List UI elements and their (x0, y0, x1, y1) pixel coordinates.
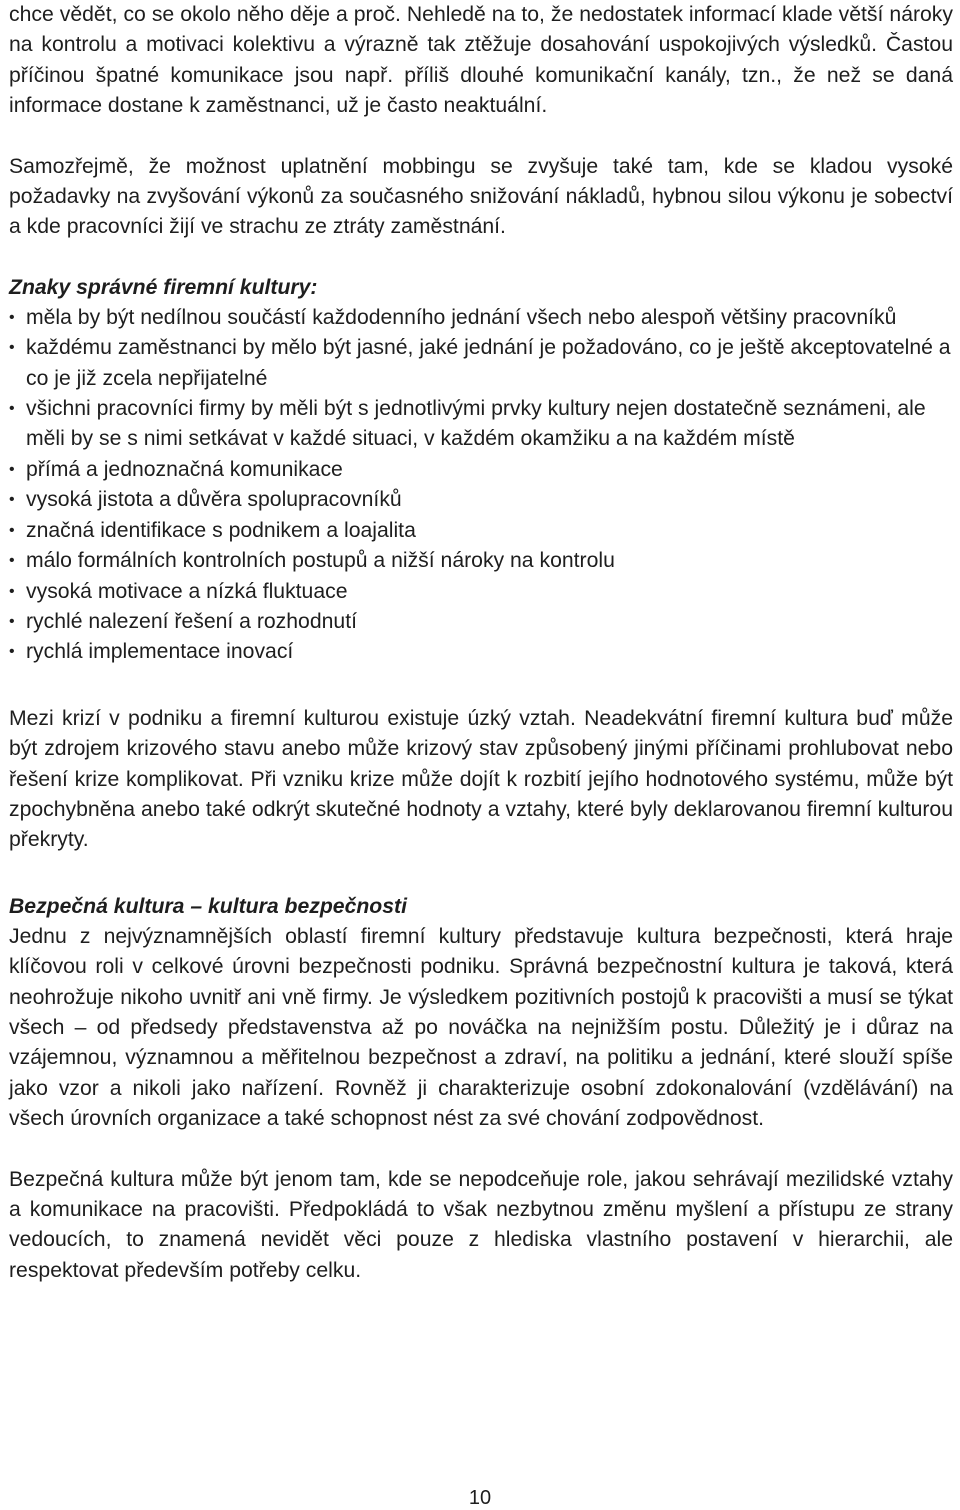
bullet-icon: • (9, 400, 15, 418)
document-page (9, 0, 953, 1286)
list-item (9, 455, 953, 485)
culture-signs-list (9, 303, 953, 668)
safety-culture-heading: Bezpečná kultura – kultura bezpečnosti (9, 894, 407, 918)
safety-paragraph-2: Bezpečná kultura může být jenom tam, kde se nepodceňuje role, jakou sehrávají mezilidské vztahy a komunikace na pracovišti. Předpokládá to však nezbytnou změnu myšlení a přístupu ze strany vedoucích, to znamená nevidět věci pouze z hlediska vlastního postavení v hierarchii, ale respektovat především potřeby celku. (9, 1167, 953, 1282)
list-item (9, 485, 953, 515)
crisis-paragraph: Mezi krizí v podniku a firemní kulturou existuje úzký vztah. Neadekvátní firemní kultura buď může být zdrojem krizového stavu anebo může krizový stav způsobený jinými příčinami prohlubovat nebo řešení krize komplikovat. Při vzniku krize může dojít k rozbití jejího hodnotového systému, může být zpochybněna anebo také odkrýt skutečné hodnoty a vztahy, které byly deklarovanou firemní kulturou překryty. (9, 706, 953, 852)
bullet-icon: • (9, 643, 15, 661)
mobbing-paragraph: Samozřejmě, že možnost uplatnění mobbingu se zvyšuje také tam, kde se kladou vysoké požadavky na zvyšování výkonů za současného snižování nákladů, hybnou silou výkonu je sobectví a kde pracovníci žijí ve strachu ze ztráty zaměstnání. (9, 154, 953, 239)
list-item (9, 516, 953, 546)
list-item (9, 333, 953, 394)
safety-paragraph-1: Jednu z nejvýznamnějších oblastí firemní kultury představuje kultura bezpečnosti, která hraje klíčovou roli v celkové úrovni bezpečnosti podniku. Správná bezpečnostní kultura je taková, která neohrožuje nikoho uvnitř ani vně firmy. Je výsledkem pozitivních postojů k pracovišti a musí se týkat všech – od předsedy představenstva až po nováčka na nejnižším postu. Důležitý je i důraz na vzájemnou, významnou a měřitelnou bezpečnost a zdraví, na politiku a jednání, které slouží spíše jako vzor a nikoli jako nařízení. Rovněž ji charakterizuje osobní zdokonalování (vzdělávání) na všech úrovních organizace a také schopnost nést za své chování zodpovědnost. (9, 924, 953, 1131)
bullet-icon: • (9, 521, 15, 539)
bullet-icon: • (9, 552, 15, 570)
page-number: 10 (468, 1487, 492, 1509)
list-item-text: málo formálních kontrolních postupů a nižší nároky na kontrolu (26, 549, 615, 573)
bullet-icon: • (9, 308, 15, 326)
list-item-text: vysoká motivace a nízká fluktuace (26, 579, 348, 603)
bullet-icon: • (9, 460, 15, 478)
list-item-text: rychlá implementace inovací (26, 640, 294, 664)
bullet-icon: • (9, 582, 15, 600)
list-item (9, 394, 953, 455)
list-item (9, 607, 953, 637)
list-item-text: rychlé nalezení řešení a rozhodnutí (26, 609, 357, 633)
culture-signs-heading: Znaky správné firemní kultury: (9, 275, 318, 299)
bullet-icon: • (9, 612, 15, 630)
list-item-text: každému zaměstnanci by mělo být jasné, jaké jednání je požadováno, co je ještě akceptovatelné a co je již zcela nepřijatelné (26, 336, 951, 390)
list-item (9, 546, 953, 576)
list-item-text: všichni pracovníci firmy by měli být s jednotlivými prvky kultury nejen dostatečně seznámeni, ale měli by se s nimi setkávat v každé situaci, v každém okamžiku a na každém místě (26, 397, 926, 451)
list-item-text: přímá a jednoznačná komunikace (26, 457, 343, 481)
list-item (9, 637, 953, 667)
list-item (9, 577, 953, 607)
list-item-text: vysoká jistota a důvěra spolupracovníků (26, 488, 402, 512)
intro-paragraph: chce vědět, co se okolo něho děje a proč. Nehledě na to, že nedostatek informací klade větší nároky na kontrolu a motivaci kolektivu a výrazně tak ztěžuje dosahování uspokojivých výsledků. Častou příčinou špatné komunikace jsou např. příliš dlouhé komunikační kanály, tzn., že než se daná informace dostane k zaměstnanci, už je často neaktuální. (9, 3, 953, 118)
bullet-icon: • (9, 491, 15, 509)
bullet-icon: • (9, 339, 15, 357)
list-item (9, 303, 953, 333)
list-item-text: značná identifikace s podnikem a loajalita (26, 518, 416, 542)
list-item-text: měla by být nedílnou součástí každodenního jednání všech nebo alespoň většiny pracovníků (26, 305, 897, 329)
